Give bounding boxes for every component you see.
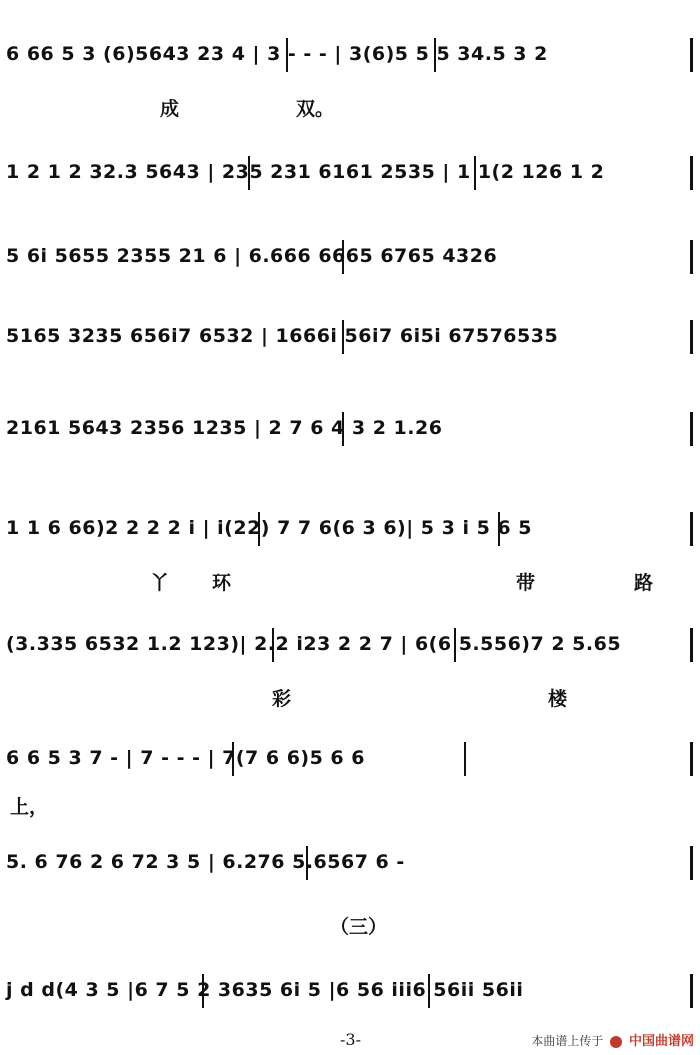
bar-line xyxy=(454,628,456,662)
bar-line xyxy=(690,742,693,776)
bar-line xyxy=(248,156,250,190)
notation-line: 6 66 5 3 (6)5643 23 4 | 3 - - - | 3(6)5 5 5 34.5 3 2 xyxy=(6,43,548,65)
bar-line xyxy=(690,156,693,190)
bar-line xyxy=(464,742,466,776)
bar-line xyxy=(286,38,288,72)
bar-line xyxy=(690,512,693,546)
site-brand[interactable]: 中国曲谱网 xyxy=(628,1034,694,1049)
bar-line xyxy=(690,974,693,1008)
bar-line xyxy=(202,974,204,1008)
lyric: 环 xyxy=(212,572,232,594)
score-line-10 xyxy=(6,970,694,1010)
notation-line: 1 1 6 66)2 2 2 2 i | i(22) 7 7 6(6 3 6)| 5 3 i 5 6 5 xyxy=(6,517,532,539)
bar-line xyxy=(232,742,234,776)
score-line-5 xyxy=(6,408,694,448)
lyric: 成 xyxy=(160,98,180,120)
bar-line xyxy=(690,846,693,880)
bar-line xyxy=(342,412,344,446)
notation-line: 6 6 5 3 7 - | 7 - - - | 7(7 6 6)5 6 6 xyxy=(6,747,365,769)
bar-line xyxy=(498,512,500,546)
score-line-6 xyxy=(6,508,694,548)
notation-line: 5 6i 5655 2355 21 6 | 6.666 6665 6765 4326 xyxy=(6,245,498,267)
notation-line: 5165 3235 656i7 6532 | 1666i 56i7 6i5i 67576535 xyxy=(6,325,559,347)
bar-line xyxy=(258,512,260,546)
footer-text: 本曲谱上传于 xyxy=(531,1034,604,1048)
lyric: 带 xyxy=(516,572,536,594)
bar-line xyxy=(272,628,274,662)
bar-line xyxy=(690,38,693,72)
bar-line xyxy=(690,240,693,274)
page-number: -3- xyxy=(340,1030,361,1049)
bar-line xyxy=(342,320,344,354)
lyric: 楼 xyxy=(548,688,568,710)
section-label: （三） xyxy=(330,916,388,938)
bar-line xyxy=(690,628,693,662)
score-line-1 xyxy=(6,34,694,74)
score-line-8 xyxy=(6,738,694,778)
score-line-4 xyxy=(6,316,694,356)
bar-line xyxy=(690,412,693,446)
notation-line: 1 2 1 2 32.3 5643 | 235 231 6161 2535 | 1 1(2 126 1 2 xyxy=(6,161,605,183)
bar-line xyxy=(306,846,308,880)
bar-line xyxy=(434,38,436,72)
bar-line xyxy=(690,320,693,354)
lyric: 丫 xyxy=(150,572,170,594)
bar-line xyxy=(428,974,430,1008)
upload-footer xyxy=(531,1030,694,1049)
notation-line: 2161 5643 2356 1235 | 2 7 6 4 3 2 1.26 xyxy=(6,417,443,439)
score-line-7 xyxy=(6,624,694,664)
lyric: 上， xyxy=(10,796,49,818)
bar-line xyxy=(342,240,344,274)
notation-line: 5. 6 76 2 6 72 3 5 | 6.276 5.6567 6 - xyxy=(6,851,405,873)
notation-line: j d d(4 3 5 |6 7 5 2 3635 6i 5 |6 56 iii6 56ii 56ii xyxy=(6,979,524,1001)
lyric: 路 xyxy=(634,572,654,594)
score-line-3 xyxy=(6,236,694,276)
bar-line xyxy=(474,156,476,190)
score-line-9 xyxy=(6,842,694,882)
lyric: 彩 xyxy=(272,688,292,710)
notation-line: (3.335 6532 1.2 123)| 2.2 i23 2 2 7 | 6(6 5.556)7 2 5.65 xyxy=(6,633,622,655)
lyric: 双。 xyxy=(296,98,335,120)
site-logo-icon xyxy=(610,1036,622,1048)
score-line-2 xyxy=(6,152,694,192)
